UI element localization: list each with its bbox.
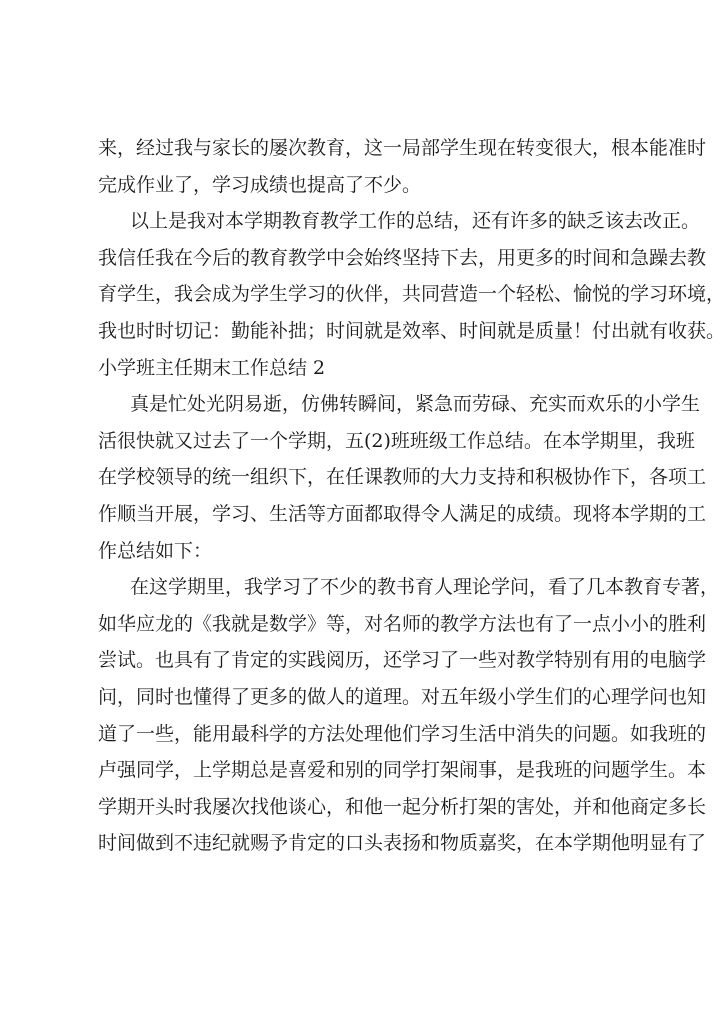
text-line: 活很快就又过去了一个学期，五(2)班班级工作总结。在本学期里，我班 — [98, 429, 695, 452]
text-line: 卢强同学，上学期总是喜爱和别的同学打架闹事，是我班的问题学生。本 — [98, 759, 707, 782]
text-line: 学期开头时我屡次找他谈心，和他一起分析打架的害处，并和他商定多长 — [98, 795, 707, 818]
text-line: 尝试。也具有了肯定的实践阅历，还学习了一些对教学特别有用的电脑学 — [98, 649, 707, 672]
text-line: 如华应龙的《我就是数学》等，对名师的教学方法也有了一点小小的胜利 — [98, 612, 707, 635]
text-line: 作总结如下： — [98, 539, 213, 562]
text-line: 来，经过我与家长的屡次教育，这一局部学生现在转变很大，根本能准时 — [98, 137, 707, 159]
text-line: 我信任我在今后的教育教学中会始终坚持下去，用更多的时间和急躁去教 — [98, 246, 707, 269]
text-line: 在这学期里，我学习了不少的教书育人理论学问，看了几本教育专著， — [130, 576, 720, 599]
text-line: 在学校领导的统一组织下，在任课教师的大力支持和积极协作下，各项工 — [98, 466, 707, 489]
document-body — [98, 130, 725, 862]
text-line: 问，同时也懂得了更多的做人的道理。对五年级小学生们的心理学问也知 — [98, 685, 707, 708]
text-line: 以上是我对本学期教育教学工作的总结，还有许多的缺乏该去改正。 — [130, 210, 701, 233]
text-line: 作顺当开展，学习、生活等方面都取得令人满足的成绩。现将本学期的工 — [98, 502, 707, 525]
text-line: 育学生，我会成为学生学习的伙伴，共同营造一个轻松、愉悦的学习环境， — [98, 283, 725, 306]
text-line: 道了一些，能用最科学的方法处理他们学习生活中消失的问题。如我班的 — [98, 722, 707, 745]
text-line: 小学班主任期末工作总结 2 — [98, 356, 326, 379]
text-line: 真是忙处光阴易逝，仿佛转瞬间，紧急而劳碌、充实而欢乐的小学生 — [130, 393, 701, 416]
text-line: 时间做到不违纪就赐予肯定的口头表扬和物质嘉奖，在本学期他明显有了 — [98, 832, 707, 855]
text-line: 完成作业了，学习成绩也提高了不少。 — [98, 173, 422, 196]
text-line: 我也时时切记：勤能补拙；时间就是效率、时间就是质量！付出就有收获。 — [98, 319, 725, 342]
